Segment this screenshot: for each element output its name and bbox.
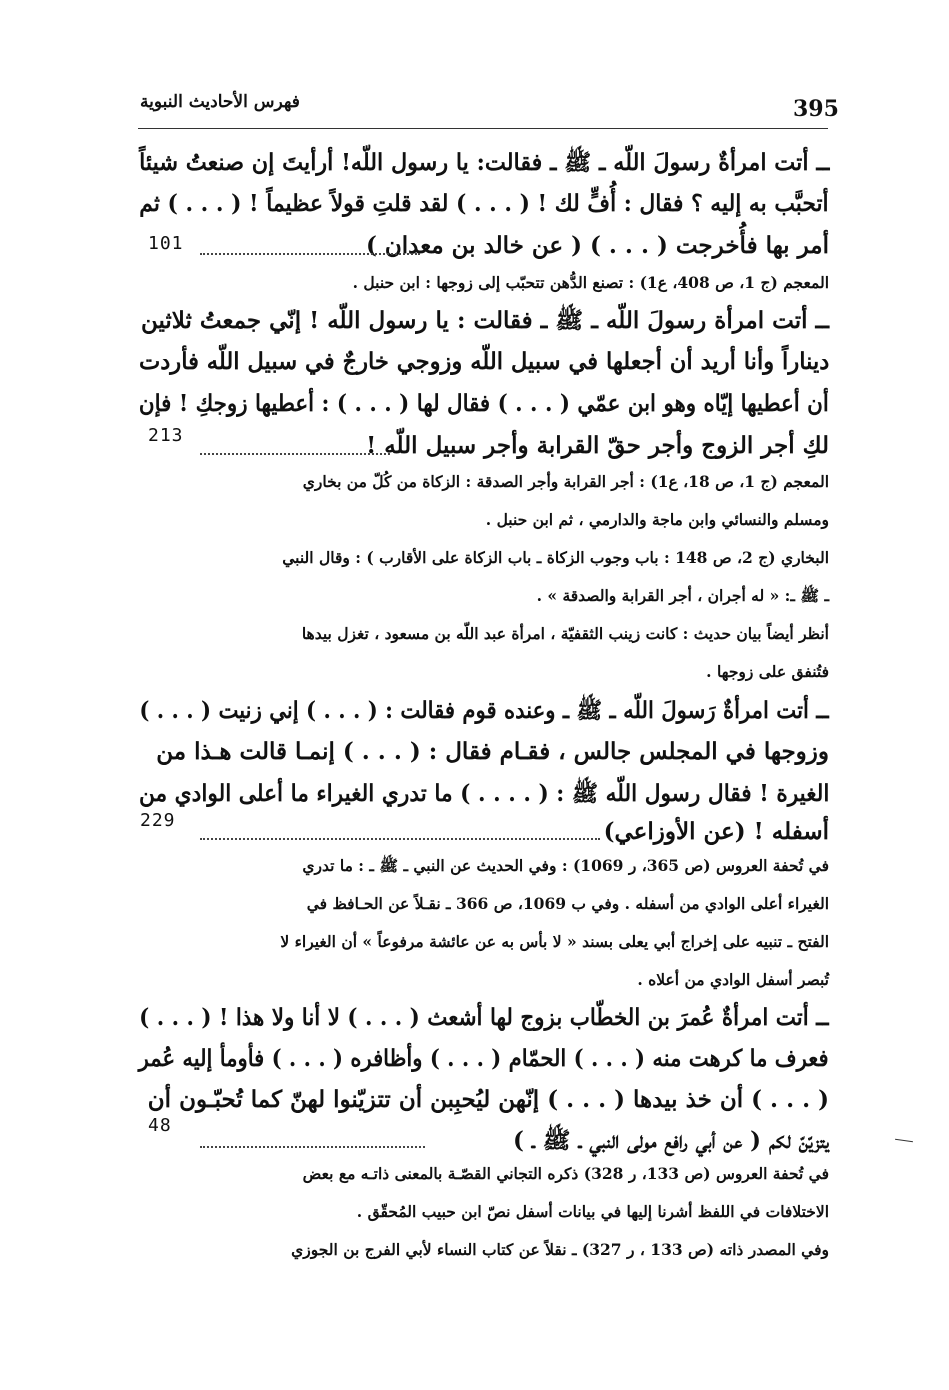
hadith-line: ــ أتت امرأةٌ رَسولَ اللّه ـ ﷺ ـ وعنده قوم فقالت : ( . . . ) إني زنيت ( . . . ) — [139, 697, 829, 724]
hadith-line: أسفله ! (عن الأوزاعي) — [603, 818, 829, 845]
reference-note: المعجم (ج 1، ص 408، ع1) : تصنع الدُّهن تتحبّب إلى زوجها : ابن حنبل . — [352, 273, 829, 292]
reference-note: في تُحفة العروس (ص 365، ر 1069) : وفي الحديث عن النبي ـ ﷺ ـ : ما تدري — [302, 856, 829, 875]
page-number: 395 — [793, 96, 839, 122]
reference-note: ـ ﷺ ـ: « له أجران ، أجر القرابة والصدقة » . — [536, 586, 829, 605]
dotted-leader — [200, 838, 600, 840]
hadith-line: ــ أتت امرأةٌ عُمرَ بن الخطّاب بزوج لها أشعث ( . . . ) لا أنا ولا هذا ! ( . . . ) — [139, 1004, 829, 1031]
hadith-line: الغيرة ! فقال رسول اللّه ﷺ : ( . . . . ) ما تدري الغيراء ما أعلى الوادي من — [138, 780, 829, 807]
header-rule — [138, 128, 828, 129]
entry-number: 101 — [148, 233, 184, 254]
reference-note: أنظر أيضاً بيان حديث : كانت زينب الثقفيّة ، امرأة عبد اللّه بن مسعود ، تغزل بيدها — [301, 624, 829, 643]
reference-note: تُبصر أسفل الوادي من أعلاه . — [637, 970, 829, 989]
entry-number: 213 — [148, 425, 184, 446]
hadith-line: أن أعطيها إيّاه وهو ابن عمّي ( . . . ) فقال لها ( . . . ) : أعطيها زوجكِ ! فإن — [139, 390, 829, 417]
entry-number: 48 — [148, 1115, 172, 1136]
hadith-line: ( . . . ) أن خذ بيدها ( . . . ) إنّهن ليُحبِبن أن تتزيّنوا لهنّ كما تُحبّـون أن — [147, 1086, 829, 1113]
reference-note: البخاري (ج 2، ص 148 : باب وجوب الزكاة ـ باب الزكاة على الأقارب ) : وقال النبي — [282, 548, 829, 567]
hadith-line: لكِ أجر الزوج وأجر حقّ القرابة وأجر سبيل اللّه ! — [366, 432, 829, 459]
dotted-leader — [200, 453, 390, 455]
dotted-leader — [200, 253, 420, 255]
reference-note: الفتح ـ تنبيه على إخراج أبي يعلى بسند « لا بأس به عن عائشة مرفوعاً » أن الغيراء لا — [280, 932, 829, 951]
dotted-leader — [200, 1146, 425, 1148]
hadith-line: وزوجها في المجلس جالس ، فقـام فقال : ( . . . ) إنمـا قالت هـذا من — [156, 738, 829, 765]
hadith-line: ــ أتت امرأة رسولَ اللّه ـ ﷺ ـ فقالت : يا رسول اللّه ! إنّي جمعتُ ثلاثين — [140, 307, 829, 334]
hadith-line: يتزيّنّ لكم ( عن أبي رافع مولى النبي ـ ﷺ ـ ) — [512, 1127, 829, 1154]
reference-note: الغيراء أعلى الوادي من أسفله . وفي ب 1069، ص 366 ـ نقـلاً عن الحـافظ في — [306, 894, 829, 913]
hadith-line: أتحبَّب به إليه ؟ فقال : أُفٍّ لك ! ( . . . ) لقد قلتِ قولاً عظيماً ! ( . . . ) ثم — [139, 190, 829, 217]
reference-note: المعجم (ج 1، ص 18، ع1) : أجر القرابة وأجر الصدقة : الزكاة من كُلّ من بخاري — [302, 472, 829, 491]
entry-number: 229 — [140, 810, 176, 831]
hadith-line: ديناراً وأنا أريد أن أجعلها في سبيل اللّه وزوجي خارجٌ في سبيل اللّه فأردت — [138, 348, 829, 375]
reference-note: فتُنفق على زوجها . — [706, 662, 829, 681]
hadith-line: أمر بها فأُخرجت ( . . . ) ( عن خالد بن معدان ) — [366, 232, 829, 259]
reference-note: في تُحفة العروس (ص 133، ر 328) ذكره التجاني القصّـة بالمعنى ذاتـه مع بعض — [302, 1164, 829, 1183]
reference-note: وفي المصدر ذاته (ص 133 ، ر 327) ـ نقلاً عن كتاب النساء لأبي الفرج بن الجوزي — [291, 1240, 829, 1259]
reference-note: ومسلم والنسائي وابن ماجة والدارمي ، ثم ابن حنبل . — [485, 510, 829, 529]
hadith-line: ــ أتت امرأةٌ رسولَ اللّه ـ ﷺ ـ فقالت: يا رسول اللّه! أرأيتَ إن صنعتُ شيئاً — [138, 149, 829, 176]
hadith-line: فعرف ما كرهت منه ( . . . ) الحمّام ( . . . ) وأظافره ( . . . ) فأومأ إليه عُمر — [139, 1045, 829, 1072]
margin-mark — [895, 1139, 913, 1142]
reference-note: الاختلافات في اللفظ أشرنا إليها في بيانات أسفل نصّ ابن حبيب المُحقّق . — [356, 1202, 829, 1221]
running-header-title: فهرس الأحاديث النبوية — [140, 92, 300, 112]
